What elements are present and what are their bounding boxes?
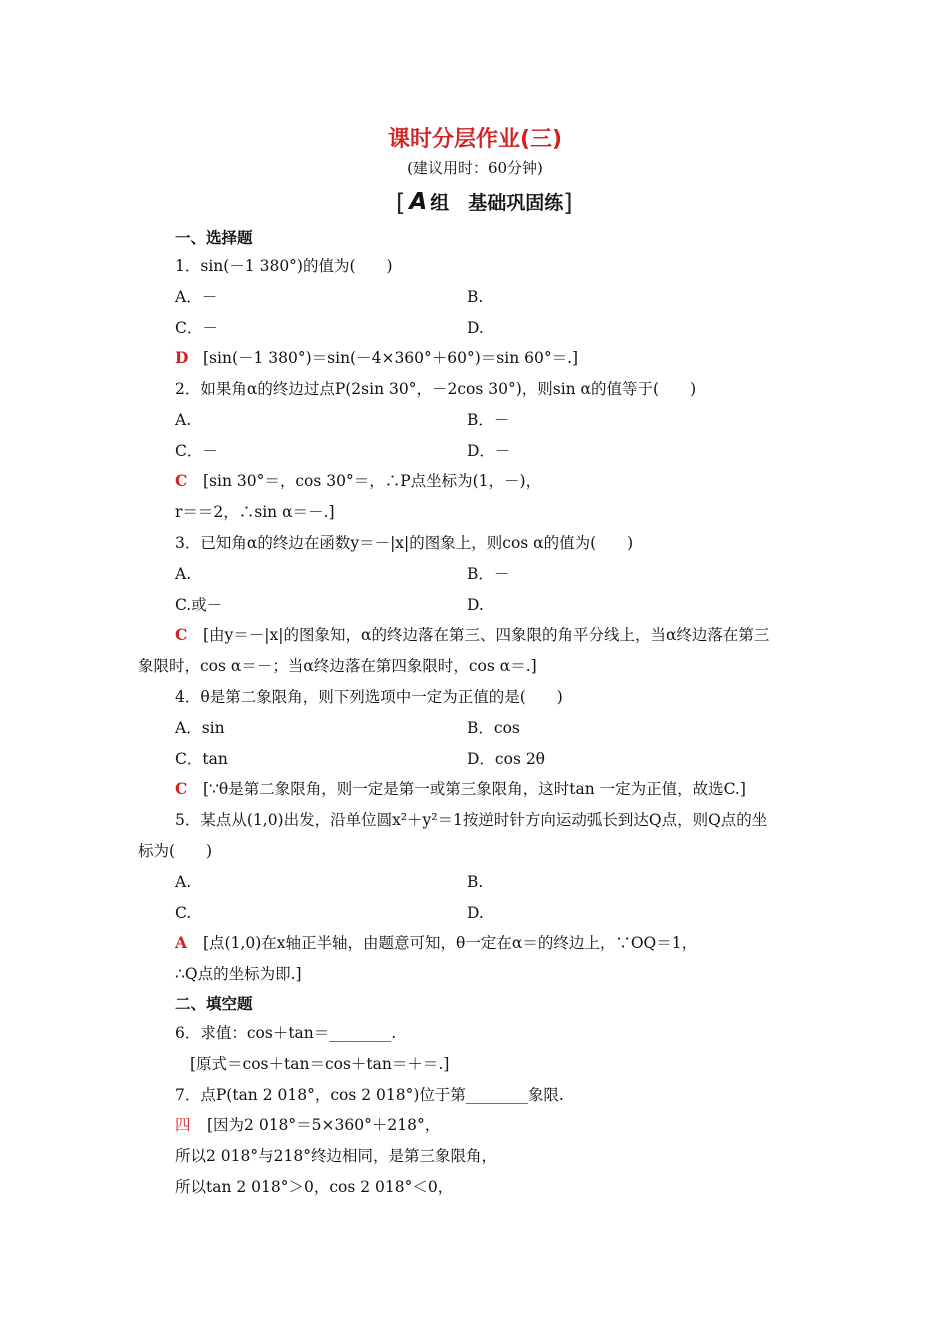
q1-stem: 1．sin(－1 380°)的值为( ) xyxy=(175,257,393,275)
q5-solution-line2: ∴Q点的坐标为即.] xyxy=(175,965,302,983)
q5-solution-line1: [点(1,0)在x轴正半轴，由题意可知，θ一定在α＝的终边上，∵OQ＝1， xyxy=(203,934,698,952)
section-fill-blank: 二、填空题 xyxy=(175,995,253,1013)
q2-option-b: B．－ xyxy=(467,411,510,429)
q2-stem: 2．如果角α的终边过点P(2sin 30°，－2cos 30°)，则sin α的值等于( ) xyxy=(175,380,697,398)
q3-solution-line2: 象限时，cos α＝－；当α终边落在第四象限时，cos α＝.] xyxy=(138,657,537,675)
q1-option-b: B. xyxy=(467,288,484,306)
q1-answer: D xyxy=(175,348,189,367)
q2-option-c: C．－ xyxy=(175,442,218,460)
q4-option-a: A．sin xyxy=(175,719,225,737)
q3-option-a: A. xyxy=(175,565,192,583)
q2-solution-line1: [sin 30°＝，cos 30°＝，∴P点坐标为(1，－)， xyxy=(203,472,542,490)
q3-answer: C xyxy=(175,625,188,644)
q3-option-c: C.或－ xyxy=(175,596,223,614)
group-a-letter: A xyxy=(409,189,428,215)
q3-option-d: D. xyxy=(467,596,484,614)
group-label: 组 基础巩固练 xyxy=(430,192,564,214)
q4-option-d: D．cos 2θ xyxy=(467,750,546,768)
page-title: 课时分层作业(三) xyxy=(387,127,563,152)
q5-option-d: D. xyxy=(467,904,484,922)
q2-option-a: A. xyxy=(175,411,192,429)
q2-answer: C xyxy=(175,471,188,490)
suggested-time: (建议用时：60分钟) xyxy=(407,159,543,177)
q1-option-d: D. xyxy=(467,319,484,337)
q4-answer: C xyxy=(175,779,188,798)
q3-stem: 3．已知角α的终边在函数y＝－|x|的图象上，则cos α的值为( ) xyxy=(175,534,634,552)
q7-solution-line2: 所以2 018°与218°终边相同，是第三象限角， xyxy=(175,1147,497,1165)
q6-solution: [原式＝cos＋tan＝cos＋tan＝＋＝.] xyxy=(190,1055,450,1073)
q5-option-b: B. xyxy=(467,873,484,891)
section-choice: 一、选择题 xyxy=(175,229,253,247)
group-heading xyxy=(396,188,573,217)
q3-option-b: B．－ xyxy=(467,565,510,583)
q5-option-c: C. xyxy=(175,904,192,922)
q1-option-a: A．－ xyxy=(175,288,218,306)
q2-option-d: D．－ xyxy=(467,442,511,460)
q4-solution: [∵θ是第二象限角，则一定是第一或第三象限角，这时tan 一定为正值，故选C.] xyxy=(203,780,746,798)
q6-stem: 6．求值：cos＋tan＝________. xyxy=(175,1024,397,1042)
q5-answer: A xyxy=(175,933,188,952)
q5-option-a: A. xyxy=(175,873,192,891)
q2-solution-line2: r＝＝2，∴sin α＝－.] xyxy=(175,503,335,521)
q7-solution-line3: 所以tan 2 018°＞0，cos 2 018°＜0， xyxy=(175,1178,454,1196)
right-bracket: ] xyxy=(563,189,573,217)
q7-solution-line1: [因为2 018°＝5×360°＋218°， xyxy=(207,1116,441,1134)
q5-stem-line1: 5．某点从(1,0)出发，沿单位圆x²＋y²＝1按逆时针方向运动弧长到达Q点，则Q点的坐 xyxy=(175,811,768,829)
q1-option-c: C．－ xyxy=(175,319,218,337)
left-bracket: [ xyxy=(396,189,406,217)
q4-option-b: B．cos xyxy=(467,719,520,737)
q3-solution-line1: [由y＝－|x|的图象知，α的终边落在第三、四象限的角平分线上，当α终边落在第三 xyxy=(203,626,770,644)
q7-answer: 四 xyxy=(175,1116,191,1134)
q5-stem-line2: 标为( ) xyxy=(138,842,213,860)
q7-stem: 7．点P(tan 2 018°，cos 2 018°)位于第________象限. xyxy=(175,1086,564,1104)
q4-option-c: C．tan xyxy=(175,750,228,768)
q4-stem: 4．θ是第二象限角，则下列选项中一定为正值的是( ) xyxy=(175,688,563,706)
q1-solution: [sin(－1 380°)＝sin(－4×360°＋60°)＝sin 60°＝.] xyxy=(203,349,579,367)
